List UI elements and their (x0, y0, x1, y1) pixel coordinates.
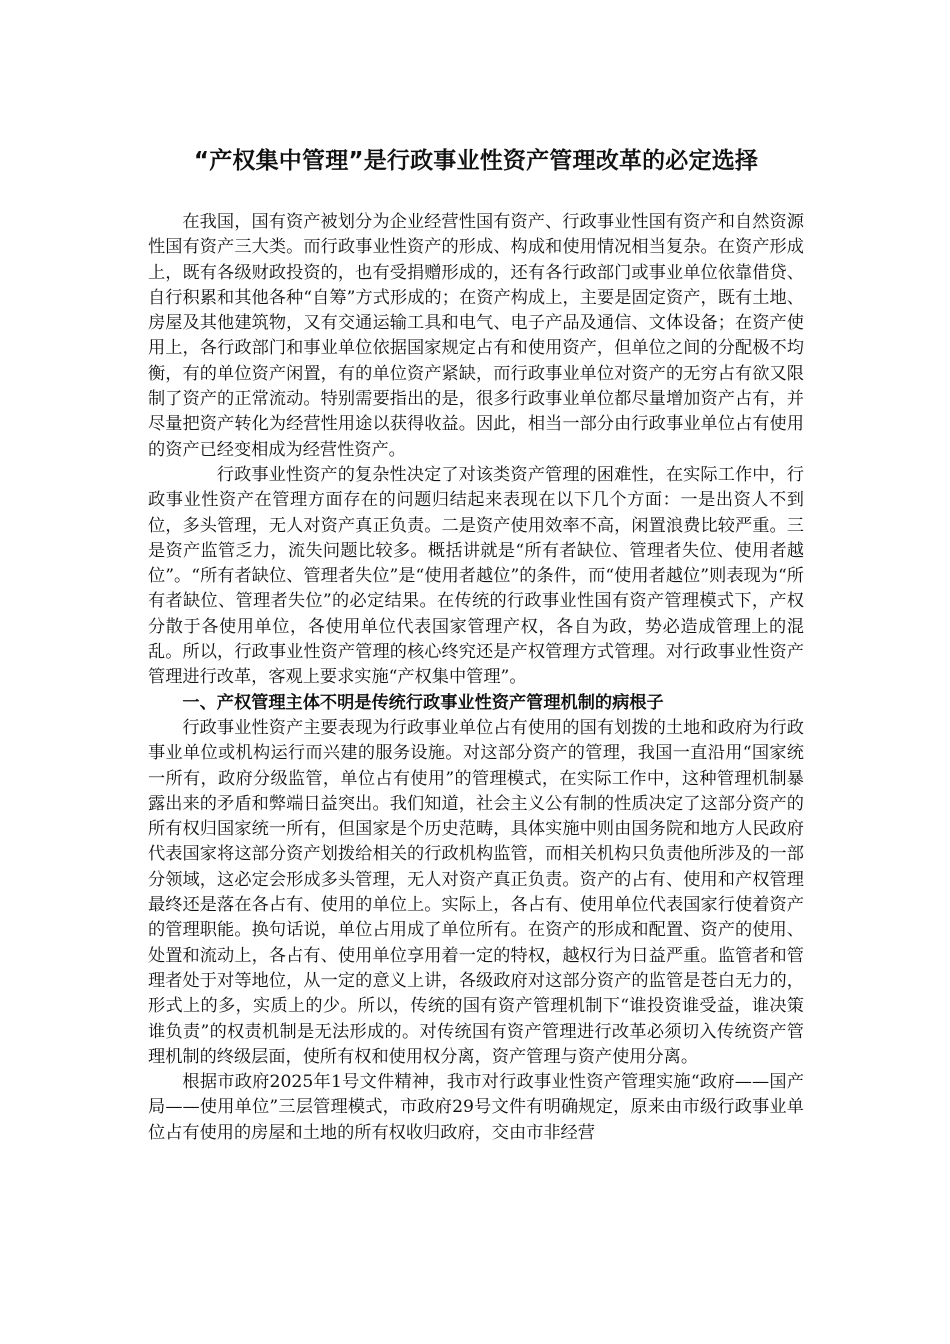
paragraph-city-policy: 根据市政府2025年1号文件精神，我市对行政事业性资产管理实施“政府——国产局——使用单位”三层管理模式，市政府29号文件有明确规定，原来由市级行政事业单位占有使用的房屋和土地的所有权收归政府，交由市非经营 (148, 1072, 804, 1143)
document-body (148, 146, 804, 1146)
paragraph-section-1-body: 行政事业性资产主要表现为行政事业单位占有使用的国有划拨的土地和政府为行政事业单位或机构运行而兴建的服务设施。对这部分资产的管理，我国一直沿用“国家统一所有，政府分级监管，单位占有使用”的管理模式，在实际工作中，这种管理机制暴露出来的矛盾和弊端日益突出。我们知道，社会主义公有制的性质决定了这部分资产的所有权归国家统一所有，但国家是个历史范畴，具体实施中则由国务院和地方人民政府代表国家将这部分资产划拨给相关的行政机构监管，而相关机构只负责他所涉及的一部分领域，这必定会形成多头管理，无人对资产真正负责。资产的占有、使用和产权管理最终还是落在各占有、使用的单位上。实际上，各占有、使用单位代表国家行使着资产的管理职能。换句话说，单位占用成了单位所有。在资产的形成和配置、资产的使用、处置和流动上，各占有、使用单位享用着一定的特权，越权行为日益严重。监管者和管理者处于对等地位，从一定的意义上讲，各级政府对这部分资产的监管是苍白无力的，形式上的多，实质上的少。所以，传统的国有资产管理机制下“谁投资谁受益，谁决策谁负责”的权责机制是无法形成的。对传统国有资产管理进行改革必须切入传统资产管理机制的终级层面，使所有权和使用权分离，资产管理与资产使用分离。 (148, 717, 804, 1067)
paragraph-complexity: 行政事业性资产的复杂性决定了对该类资产管理的困难性，在实际工作中，行政事业性资产在管理方面存在的问题归结起来表现在以下几个方面：一是出资人不到位，多头管理，无人对资产真正负责。二是资产使用效率不高，闲置浪费比较严重。三是资产监管乏力，流失问题比较多。概括讲就是“所有者缺位、管理者失位、使用者越位”。“所有者缺位、管理者失位”是“使用者越位”的条件，而“使用者越位”则表现为“所有者缺位、管理者失位”的必定结果。在传统的行政事业性国有资产管理模式下，产权分散于各使用单位，各使用单位代表国家管理产权，各自为政，势必造成管理上的混乱。所以，行政事业性资产管理的核心终究还是产权管理方式管理。对行政事业性资产管理进行改革，客观上要求实施“产权集中管理”。 (148, 464, 804, 688)
document-title: “产权集中管理”是行政事业性资产管理改革的必定选择 (193, 148, 759, 174)
paragraph-intro: 在我国，国有资产被划分为企业经营性国有资产、行政事业性国有资产和自然资源性国有资产三大类。而行政事业性资产的形成、构成和使用情况相当复杂。在资产形成上，既有各级财政投资的，也有受捐赠形成的，还有各行政部门或事业单位依靠借贷、自行积累和其他各种“自筹”方式形成的；在资产构成上，主要是固定资产，既有土地、房屋及其他建筑物，又有交通运输工具和电气、电子产品及通信、文体设备；在资产使用上，各行政部门和事业单位依据国家规定占有和使用资产，但单位之间的分配极不均衡，有的单位资产闲置，有的单位资产紧缺，而行政事业单位对资产的无穷占有欲又限制了资产的正常流动。特别需要指出的是，很多行政事业单位都尽量增加资产占有，并尽量把资产转化为经营性用途以获得收益。因此，相当一部分由行政事业单位占有使用的资产已经变相成为经营性资产。 (148, 212, 804, 460)
section-heading-1: 一、产权管理主体不明是传统行政事业性资产管理机制的病根子 (182, 692, 664, 713)
